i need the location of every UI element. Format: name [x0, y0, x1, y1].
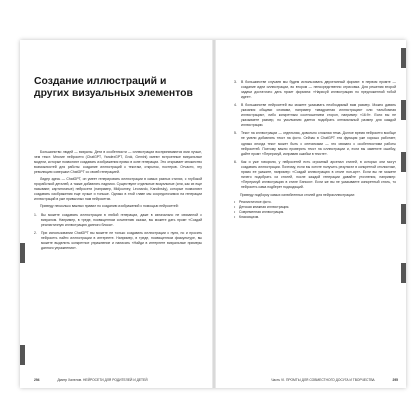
right-edge-tab	[401, 263, 406, 283]
list-item	[234, 103, 396, 128]
list-item-number: 6.	[234, 159, 237, 164]
right-edge-tab	[401, 100, 406, 120]
list-item-number: 1.	[34, 212, 37, 217]
book-spread	[20, 40, 406, 388]
left-page	[20, 40, 214, 388]
bullet-item: • Классицизм.	[234, 215, 396, 220]
right-edge-tab	[401, 204, 406, 224]
list-item-text: Текст на иллюстрации — отдельная, довольно сложная тема. Долгое время нейросети вообще не умели добавлять текст на фото. Сейчас в ChatGPT эта функция уже хорошо работает, однако иногда текст может быть с опечатками — это связано с особенностями работы нейросетей. Поэтому важно проверять текст на иллюстрации и, если вы заметите ошибку, дайте промт «Перерисуй, исправив ошибки в тексте».	[241, 131, 396, 156]
section-heading: Создание иллюстраций и других визуальных элементов	[34, 76, 193, 100]
list-item-number: 3.	[234, 80, 237, 84]
running-head-right: Часть VI. ПРОМТЫ ДЛЯ СОВМЕСТНОГО ДОСУГА И ТВОРЧЕСТВА	[271, 378, 375, 382]
list-item	[234, 131, 396, 156]
right-paragraph-1: Приведу подборку самых излюбленных стилей для нейроиллюстрации:	[240, 192, 355, 197]
list-item	[234, 160, 396, 190]
list-item-number: 2.	[34, 230, 37, 235]
page-number-right: 295	[392, 378, 398, 382]
right-body	[234, 80, 396, 220]
style-bullet-list	[234, 200, 396, 220]
left-paragraph-2: Лидер здесь — ChatGPT, он умеет генерировать иллюстрации в самых разных стилях, с глубокой проработкой деталей, а также добавлять надписи. Существуют отдельные визуальные (или, как их еще называют, картиночные) нейросети (например, Midjourney, Leonardo, Kandinsky), которые позволяют создавать изображения еще лучше и тоньше. Однако в этой главе мы сосредоточимся на генерации иллюстраций в уже привычных нам нейросетях.	[34, 177, 202, 202]
right-page	[214, 40, 406, 388]
left-edge-tab	[20, 243, 25, 263]
list-item-text: В большинстве случаев мы будем использовать двухэтапный формат: в первом промте — создание идеи иллюстрации, во втором — непосредственно отрисовка. Для решения второй задачи достаточно дать промт формата: «Нарисуй иллюстрацию по предложенной тобой идее».	[241, 80, 396, 100]
list-item-number: 4.	[234, 103, 237, 108]
bullet-item: • Реалистичное фото.	[234, 200, 396, 205]
list-item	[34, 231, 202, 251]
left-footer	[34, 378, 148, 382]
list-item	[34, 213, 202, 228]
left-paragraph-1: Большинство людей — визуалы. Дети в особенности — иллюстрации воспринимаются ими лучше, чем текст. Многие нейросети (ChatGPT, YandexGPT, Grok, Gemini) имеют встроенные визуальные модели, которые позволяют создавать изображения прямо в окне генерации. Это открывает множество возможностей для работы: создание иллюстраций к текстам, открыток, постеров. Отчасти, эту революцию совершил ChatGPT со своей генерацией.	[34, 150, 202, 175]
list-item-text: Как и уже говорили, у нейросетей есть огромный арсенал стилей, в которых они могут создавать иллюстрации. Поэтому, если вы хотите получить результат в конкретной стилистике, прямо ее укажите, например: «Создай иллюстрацию в стиле поп-арт». Если вы не можете ничего подобрать из стилей, после каждой генерации давайте уточнения, например: «Перерисуй иллюстрацию в стиле Бэнкси». Если же вы не указываете конкретный стиль, то нейросеть сама подберет подходящий.	[241, 159, 396, 189]
list-item-text: В большинстве нейросетей вы можете указывать необходимый вам размер. Можно давать указания общими словами, например «квадратная иллюстрация» или «альбомная иллюстрация», либо конкретным соотношением сторон, например «16:9». Если вы не указываете размер, по умолчанию дается подобрать оптимальный размер для каждой иллюстрации.	[241, 103, 396, 128]
list-item-text: При использовании ChatGPT вы можете не только создавать иллюстрации с нуля, но и просить нейросеть найти иллюстрации в интернете. Например, в треде, посвященном физкультуре, вы можете выделить конкретное упражнение и написать «Найди в интернете визуальные примеры данного упражнения».	[41, 230, 202, 250]
bullet-item: • Современная иллюстрация.	[234, 210, 396, 215]
list-item	[234, 80, 396, 100]
bullet-item: • Детская книжная иллюстрация.	[234, 205, 396, 210]
running-head-left: Дмитр Халелов. НЕЙРОСЕТИ ДЛЯ РОДИТЕЛЕЙ И ДЕТЕЙ	[57, 378, 148, 382]
right-footer	[271, 378, 398, 382]
left-numbered-list	[34, 213, 202, 251]
right-edge-tab	[401, 152, 406, 172]
list-item-number: 5.	[234, 131, 237, 136]
left-paragraph-3: Приведу несколько важных правил по созданию изображений с помощью нейросетей:	[40, 204, 179, 209]
list-item-text: Вы можете создавать иллюстрации в любой генерации, даже в изначально не связанной с визуалом. Например, в треде, посвященном сочинению сказки, вы можете дать промт «Создай реалистичную иллюстрацию данного блока».	[41, 212, 202, 227]
right-edge-tab	[401, 48, 406, 68]
right-numbered-list	[234, 80, 396, 190]
left-edge-tab	[20, 345, 25, 365]
left-body	[34, 150, 202, 254]
page-number-left: 294	[34, 378, 40, 382]
